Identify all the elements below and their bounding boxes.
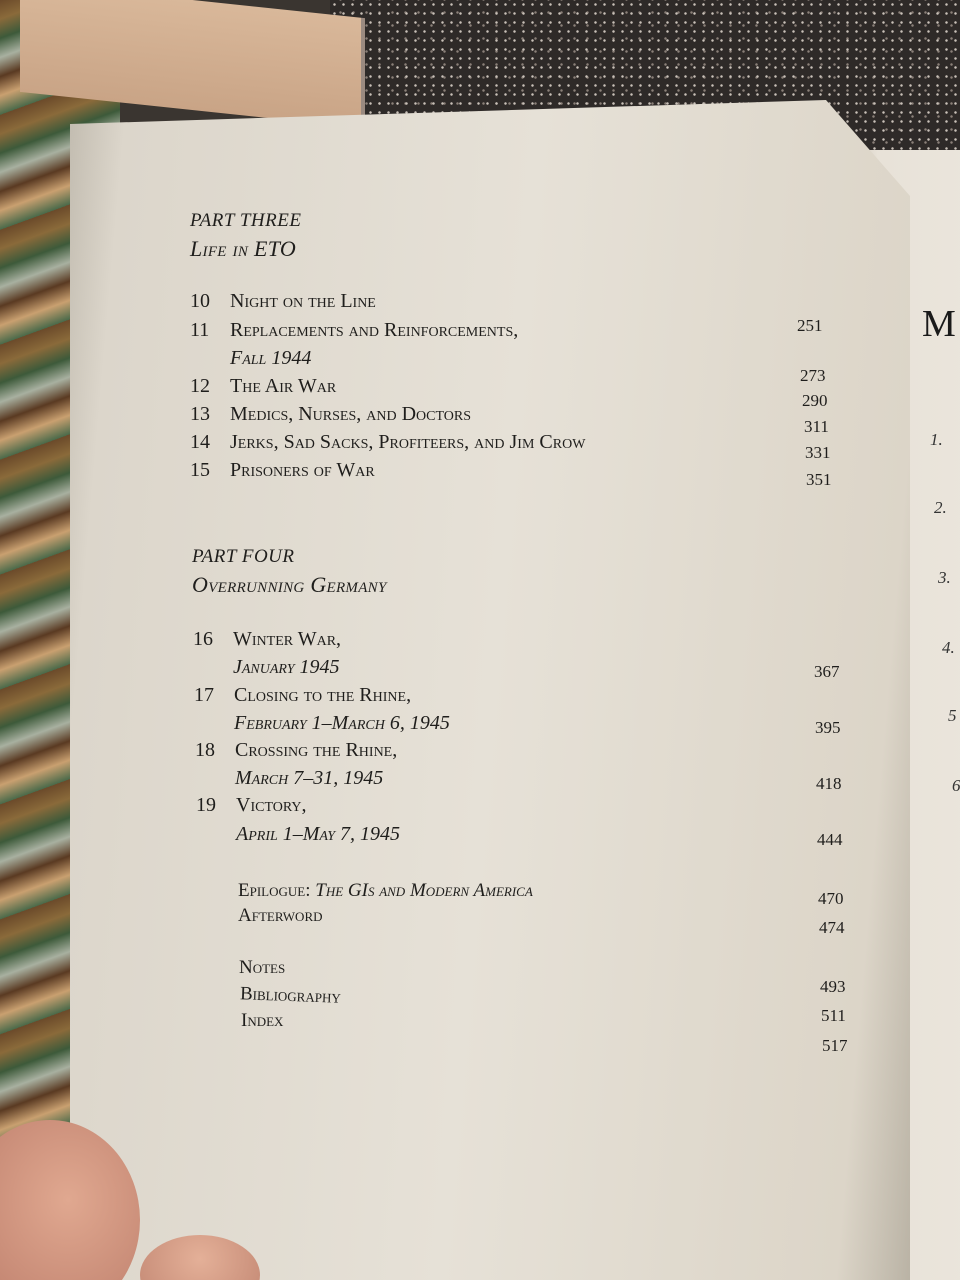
chapter-number: 15	[190, 459, 210, 481]
chapter-number: 14	[190, 431, 210, 453]
chapter-entry	[194, 684, 411, 707]
chapter-page: 311	[804, 417, 829, 436]
index-entry: Index	[241, 1010, 284, 1031]
chapter-entry	[193, 628, 341, 651]
part-four-title: Overrunning Germany	[192, 572, 387, 597]
facing-page-number: 5	[948, 706, 957, 725]
chapter-title: Crossing the Rhine,	[235, 739, 398, 761]
chapter-entry	[190, 459, 375, 482]
epilogue-prefix: Epilogue:	[238, 880, 316, 901]
epilogue-entry	[238, 880, 533, 902]
facing-page-number: 3.	[938, 568, 951, 587]
chapter-entry	[190, 319, 518, 342]
chapter-title: Replacements and Reinforcements,	[230, 319, 519, 341]
chapter-title: The Air War	[230, 375, 337, 397]
epilogue-page: 470	[818, 889, 844, 908]
facing-page-number: 1.	[930, 430, 943, 449]
chapter-title: Victory,	[236, 794, 307, 816]
chapter-title: Prisoners of War	[230, 459, 375, 481]
chapter-page: 367	[814, 662, 840, 681]
chapter-page: 418	[816, 774, 842, 793]
chapter-entry	[195, 739, 397, 762]
chapter-title: Medics, Nurses, and Doctors	[230, 403, 472, 425]
facing-page-number: 2.	[934, 498, 947, 517]
afterword-page: 474	[819, 918, 845, 937]
chapter-page: 290	[802, 391, 828, 410]
chapter-page: 444	[817, 830, 843, 849]
bibliography-page: 511	[821, 1006, 846, 1025]
facing-page-number: 4.	[942, 638, 955, 657]
chapter-title: Jerks, Sad Sacks, Profiteers, and Jim Crow	[230, 431, 586, 453]
chapter-entry	[196, 794, 307, 817]
chapter-number: 11	[190, 319, 210, 341]
chapter-number: 18	[195, 739, 215, 761]
chapter-title: Winter War,	[233, 628, 342, 650]
part-three-title: Life in ETO	[190, 236, 297, 261]
chapter-subtitle: March 7–31, 1945	[235, 767, 384, 789]
facing-page-number: 6	[952, 776, 960, 795]
part-three-label: PART THREE	[190, 210, 302, 231]
index-page: 517	[822, 1036, 848, 1055]
notes-page: 493	[820, 977, 846, 996]
chapter-title: Closing to the Rhine,	[234, 684, 412, 706]
chapter-subtitle: Fall 1944	[230, 347, 312, 369]
chapter-page: 273	[800, 366, 826, 385]
chapter-number: 12	[190, 375, 210, 397]
afterword-entry: Afterword	[238, 905, 323, 926]
chapter-title: Night on the Line	[230, 290, 376, 312]
chapter-subtitle: February 1–March 6, 1945	[234, 712, 450, 734]
notes-entry: Notes	[239, 957, 286, 978]
chapter-subtitle: April 1–May 7, 1945	[236, 823, 400, 845]
bibliography-entry: Bibliography	[239, 983, 342, 1008]
chapter-page: 251	[797, 316, 823, 335]
chapter-entry	[190, 431, 585, 454]
chapter-subtitle: January 1945	[233, 656, 340, 678]
chapter-number: 10	[190, 290, 210, 312]
chapter-entry	[190, 375, 336, 398]
chapter-page: 331	[805, 443, 831, 462]
chapter-page: 351	[806, 470, 832, 489]
chapter-number: 16	[193, 628, 213, 650]
chapter-number: 17	[194, 684, 214, 706]
facing-page-letter: M	[922, 303, 956, 345]
epilogue-title: The GIs and Modern America	[315, 880, 533, 901]
chapter-entry	[190, 403, 471, 426]
chapter-entry	[190, 290, 376, 313]
part-four-label: PART FOUR	[192, 546, 295, 567]
chapter-number: 19	[196, 794, 216, 816]
chapter-page: 395	[815, 718, 841, 737]
chapter-number: 13	[190, 403, 210, 425]
